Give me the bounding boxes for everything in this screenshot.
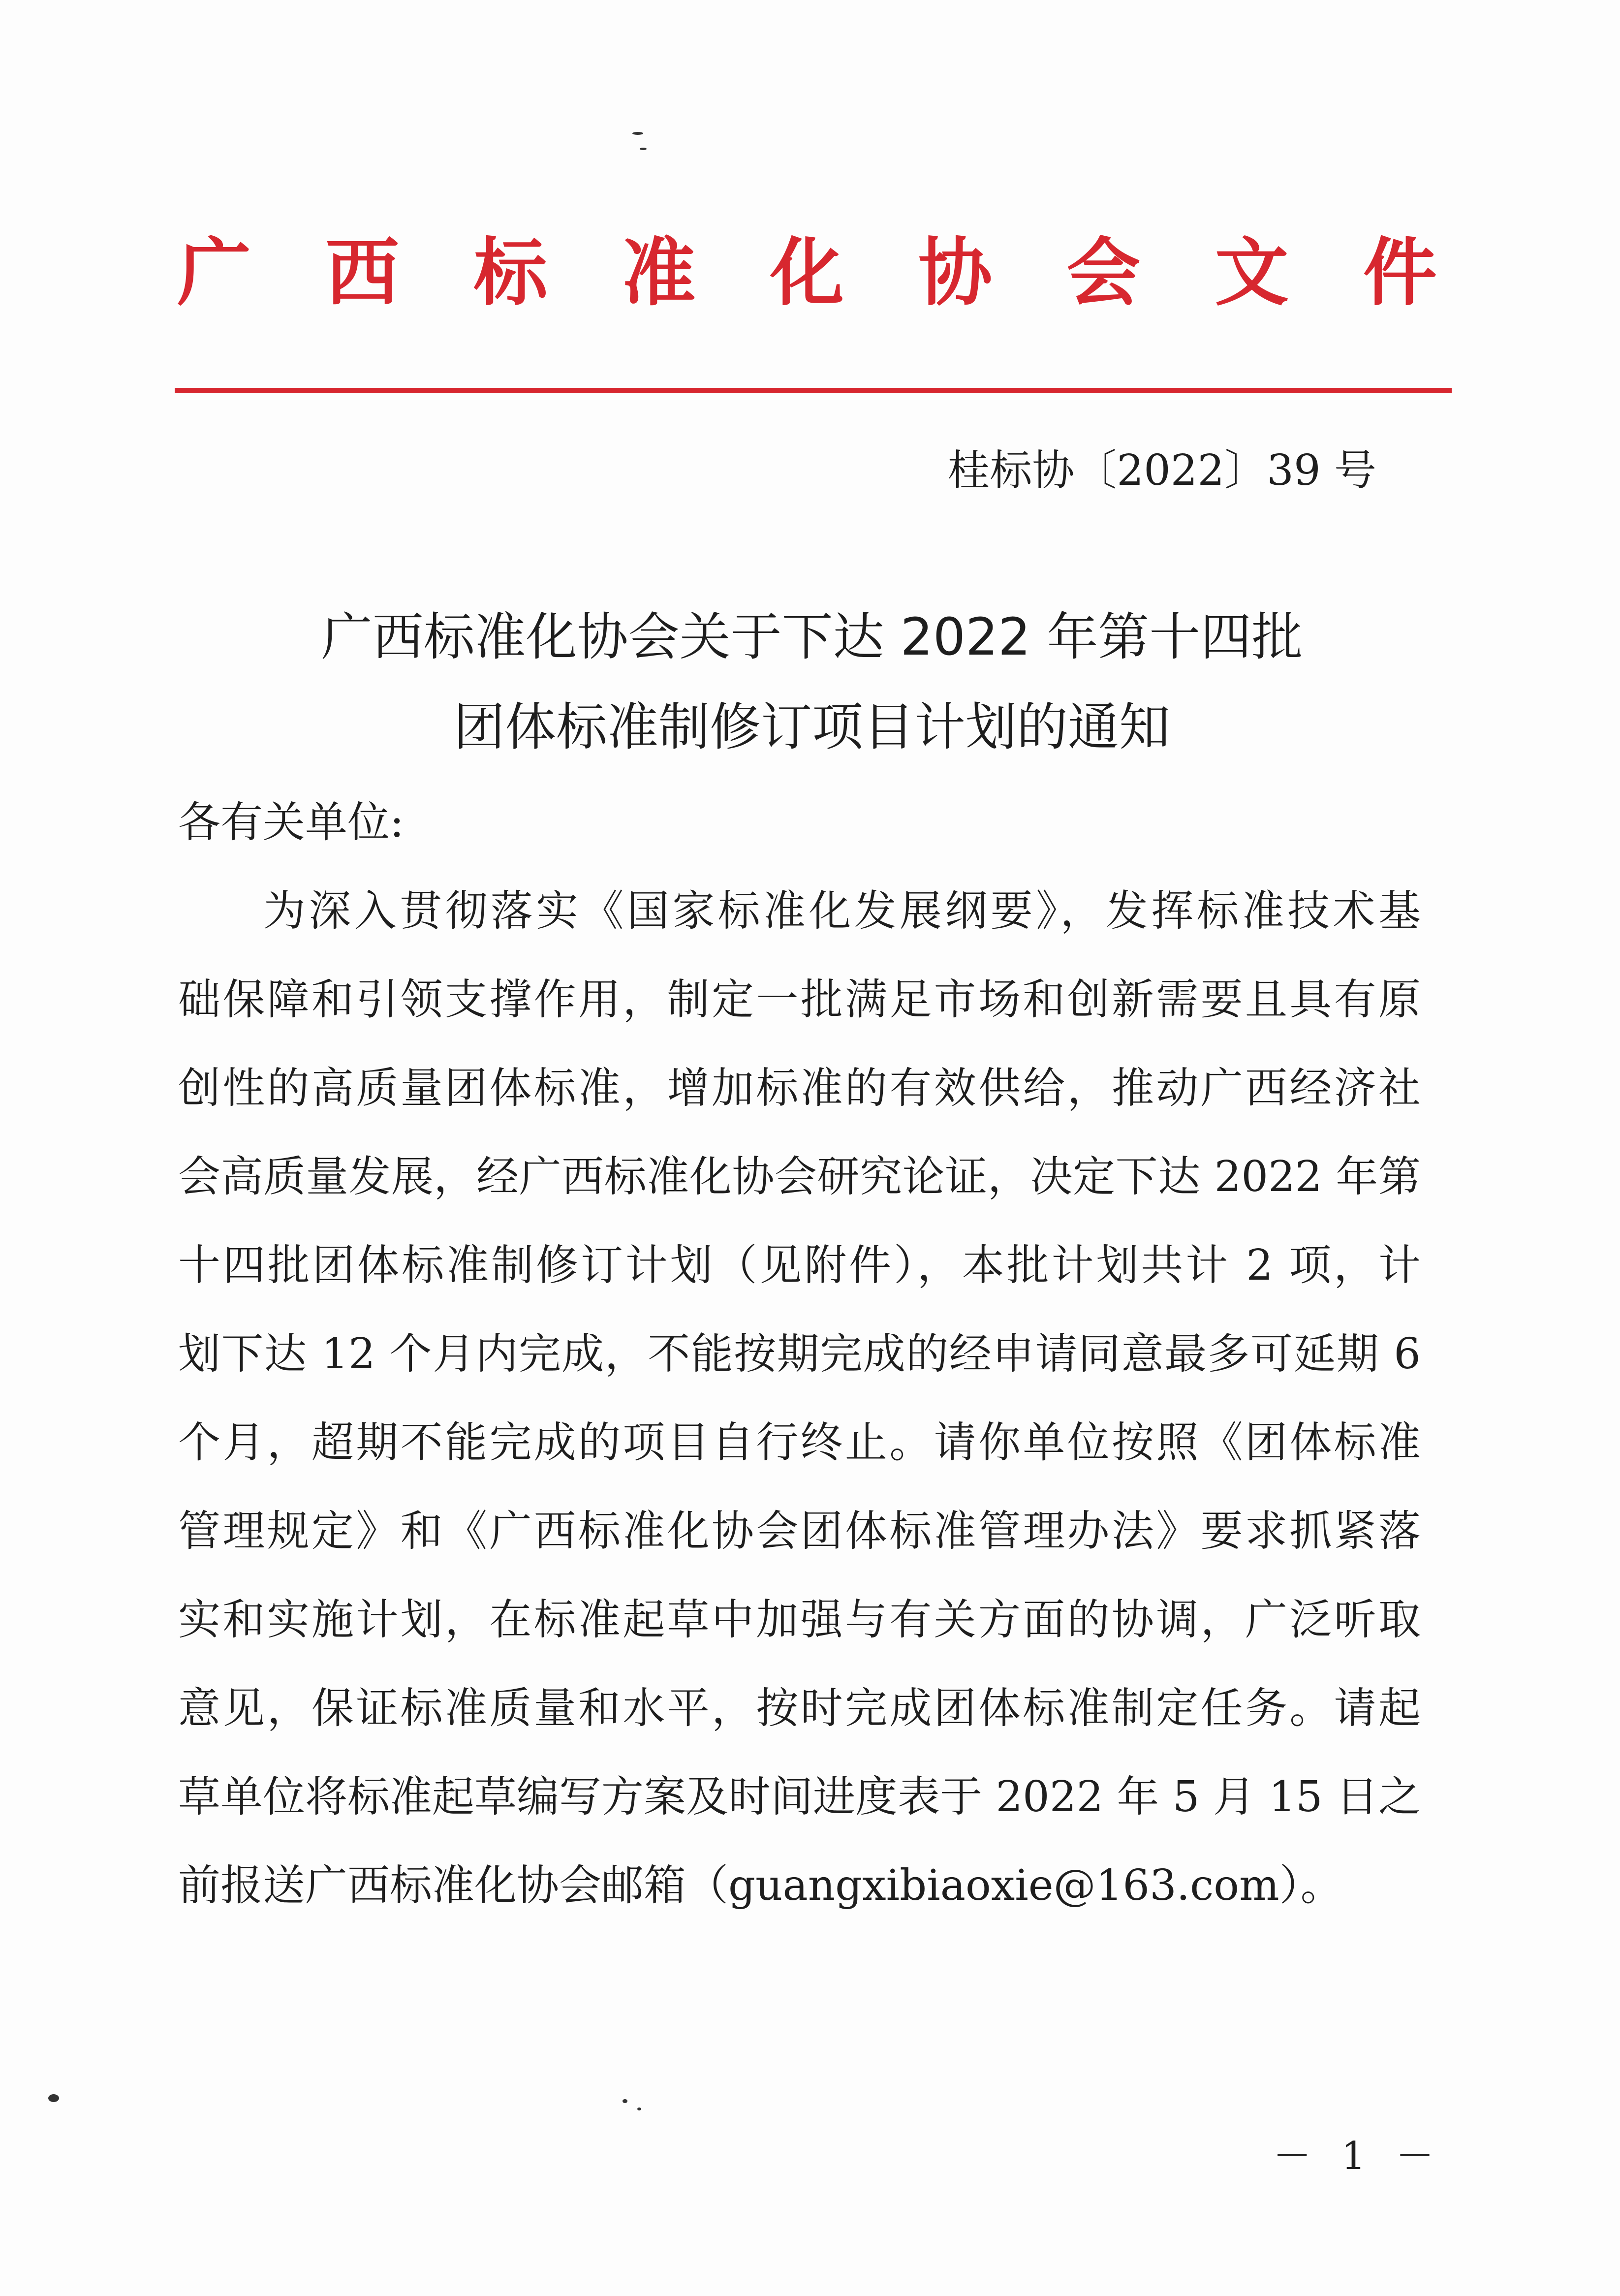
- body-line: 实和实施计划，在标准起草中加强与有关方面的协调，广泛听取: [178, 1595, 1421, 1644]
- header-char: 广: [177, 230, 251, 316]
- body-line: 会高质量发展，经广西标准化协会研究论证，决定下达 2022 年第: [178, 1152, 1421, 1201]
- document-number: 桂标协〔2022〕39 号: [947, 446, 1376, 495]
- scan-speck: [623, 2099, 627, 2103]
- header-char: 准: [622, 230, 696, 316]
- header-char: 化: [770, 230, 844, 316]
- header-char: 件: [1363, 230, 1437, 316]
- scan-speck: [48, 2094, 59, 2102]
- document-title-line-1: 广西标准化协会关于下达 2022 年第十四批: [321, 607, 1303, 667]
- header-red-rule: [175, 388, 1452, 393]
- body-line: 前报送广西标准化协会邮箱（guangxibiaoxie@163.com）。: [178, 1861, 1343, 1910]
- header-char: 西: [325, 230, 400, 316]
- header-char: 会: [1066, 230, 1141, 316]
- header-char: 文: [1215, 230, 1289, 316]
- scan-speck: [637, 2107, 641, 2110]
- header-char: 标: [473, 230, 548, 316]
- body-line: 草单位将标准起草编写方案及时间进度表于 2022 年 5 月 15 日之: [178, 1772, 1421, 1822]
- document-title-line-2: 团体标准制修订项目计划的通知: [453, 697, 1170, 757]
- document-header-title: [177, 224, 1437, 322]
- body-line: 为深入贯彻落实《国家标准化发展纲要》，发挥标准技术基: [263, 886, 1421, 936]
- body-line: 管理规定》和《广西标准化协会团体标准管理办法》要求抓紧落: [178, 1507, 1421, 1556]
- salutation: 各有关单位:: [178, 798, 404, 847]
- header-char: 协: [918, 230, 993, 316]
- scan-speck: [632, 132, 643, 135]
- body-line: 础保障和引领支撑作用，制定一批满足市场和创新需要且具有原: [178, 975, 1421, 1024]
- body-line: 划下达 12 个月内完成，不能按期完成的经申请同意最多可延期 6: [178, 1329, 1421, 1379]
- body-line: 创性的高质量团体标准，增加标准的有效供给，推动广西经济社: [178, 1064, 1421, 1113]
- body-line: 个月，超期不能完成的项目自行终止。请你单位按照《团体标准: [178, 1418, 1421, 1467]
- page-number: － 1 －: [1273, 2134, 1443, 2178]
- scan-speck: [640, 148, 647, 150]
- body-line: 十四批团体标准制修订计划（见附件），本批计划共计 2 项，计: [178, 1241, 1421, 1290]
- body-line: 意见，保证标准质量和水平，按时完成团体标准制定任务。请起: [178, 1684, 1421, 1733]
